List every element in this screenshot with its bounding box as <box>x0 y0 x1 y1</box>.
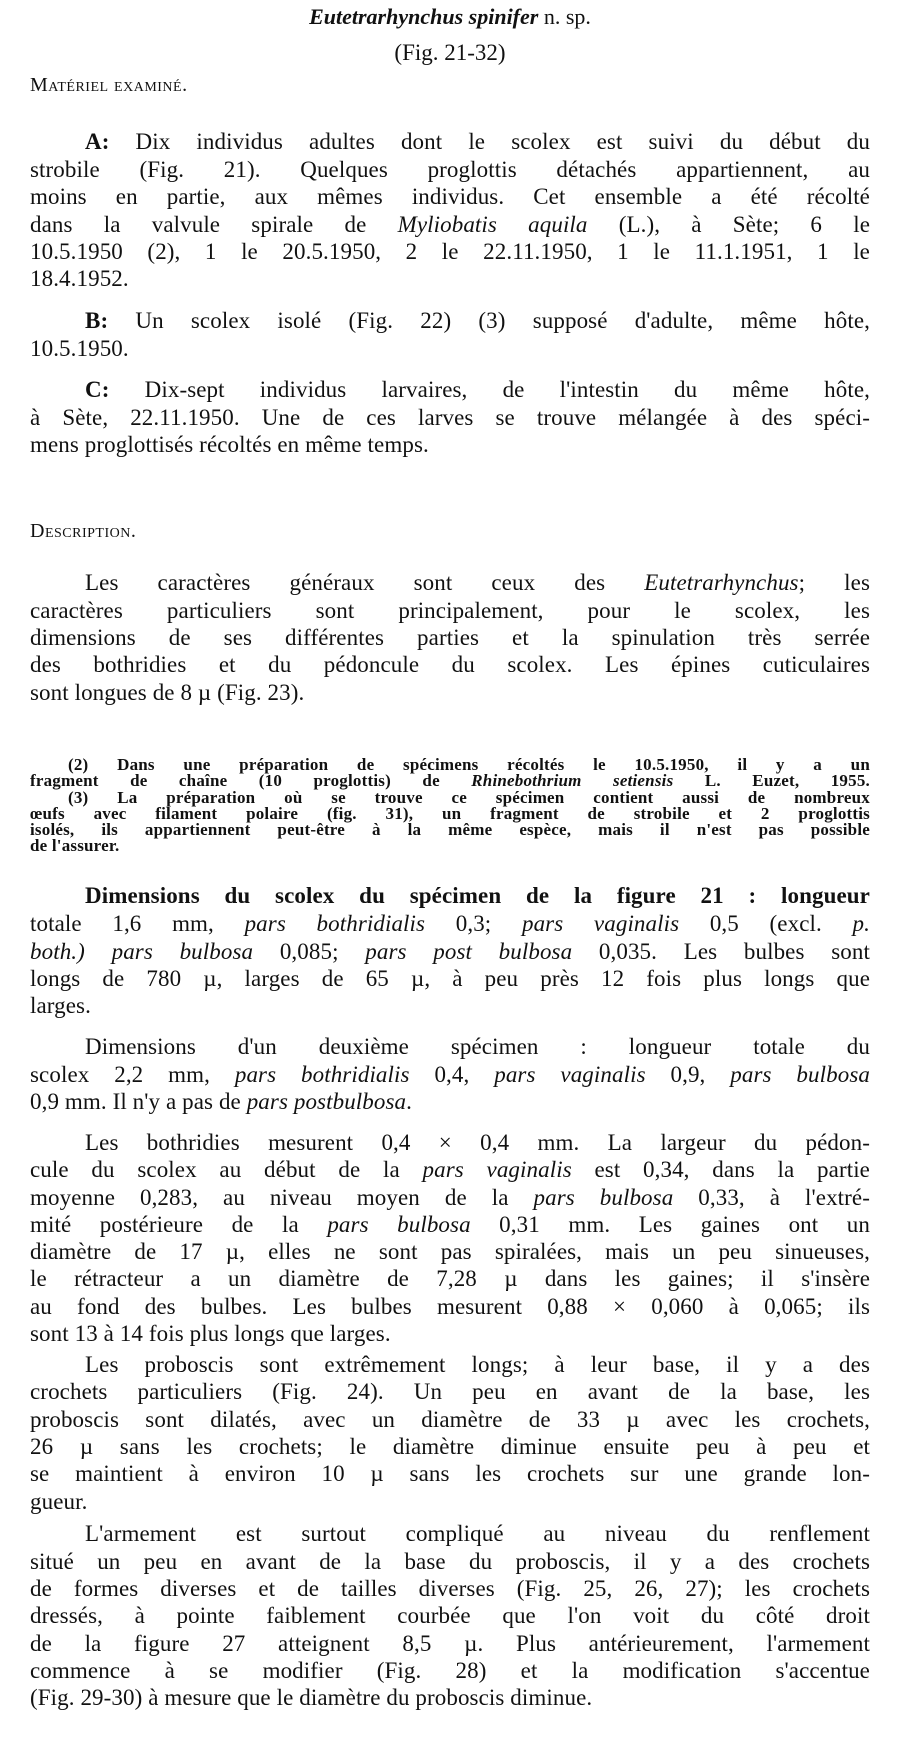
text-line: Les caractères généraux sont ceux des Eutetrarhynchus; les <box>85 570 870 595</box>
section-heading-materiel: Matériel examiné. <box>30 74 188 96</box>
host-name: Myliobatis aquila <box>397 212 588 237</box>
text-line: 10.5.1950 (2), 1 le 20.5.1950, 2 le 22.11.1950, 1 le 11.1.1951, 1 le <box>30 239 870 264</box>
text-line: cule du scolex au début de la pars vaginalis est 0,34, dans la partie <box>30 1157 870 1182</box>
text-line: Les bothridies mesurent 0,4 × 0,4 mm. La largeur du pédon- <box>85 1130 870 1155</box>
text-line: scolex 2,2 mm, pars bothridialis 0,4, pars vaginalis 0,9, pars bulbosa <box>30 1062 870 1087</box>
text-line: both.) pars bulbosa 0,085; pars post bulbosa 0,035. Les bulbes sont <box>30 939 870 964</box>
title-suffix: n. sp. <box>543 4 591 29</box>
text-line: mité postérieure de la pars bulbosa 0,31 mm. Les gaines ont un <box>30 1212 870 1237</box>
text-line: totale 1,6 mm, pars bothridialis 0,3; pars vaginalis 0,5 (excl. p. <box>30 911 870 936</box>
title-genus: Eutetrarhynchus <box>309 4 464 29</box>
text-line: proboscis sont dilatés, avec un diamètre de 33 µ avec les crochets, <box>30 1407 870 1432</box>
text-line: C: Dix-sept individus larvaires, de l'intestin du même hôte, <box>85 377 870 402</box>
text-line: dans la valvule spirale de Myliobatis aquila (L.), à Sète; 6 le <box>30 212 870 237</box>
text-line: à Sète, 22.11.1950. Une de ces larves se trouve mélangée à des spéci- <box>30 405 870 430</box>
text-line: de la figure 27 atteignent 8,5 µ. Plus antérieurement, l'armement <box>30 1631 870 1656</box>
text-line: strobile (Fig. 21). Quelques proglottis détachés appartiennent, au <box>30 157 870 182</box>
text-line: dressés, à pointe faiblement courbée que l'on voit du côté droit <box>30 1603 870 1628</box>
text-line: sont longues de 8 µ (Fig. 23). <box>30 680 305 705</box>
text-line: mens proglottisés récoltés en même temps. <box>30 432 429 457</box>
text-line: Dimensions du scolex du spécimen de la figure 21 : longueur <box>85 883 870 908</box>
title-species: spinifer <box>468 4 539 29</box>
species-name: Rhinebothrium setiensis <box>471 771 674 790</box>
paragraph-label-a: A: <box>85 129 110 154</box>
footnote-3-line: de l'assurer. <box>30 836 120 855</box>
footnote-2-line: (2) Dans une préparation de spécimens récoltés le 10.5.1950, il y a un <box>68 755 870 774</box>
text-line: Dimensions d'un deuxième spécimen : longueur totale du <box>85 1034 870 1059</box>
text-line: situé un peu en avant de la base du proboscis, il y a des crochets <box>30 1549 870 1574</box>
text-line: moyenne 0,283, au niveau moyen de la pars bulbosa 0,33, à l'extré- <box>30 1185 870 1210</box>
text-line: 0,9 mm. Il n'y a pas de pars postbulbosa. <box>30 1089 412 1114</box>
text-line: moins en partie, aux mêmes individus. Cet ensemble a été récolté <box>30 184 870 209</box>
text-line: larges. <box>30 993 91 1018</box>
footnote-3-line: œufs avec filament polaire (fig. 31), un fragment de strobile et 2 proglottis <box>30 804 870 823</box>
text-line: 26 µ sans les crochets; le diamètre diminue ensuite peu à peu et <box>30 1434 870 1459</box>
text-line: diamètre de 17 µ, elles ne sont pas spiralées, mais un peu sinueuses, <box>30 1239 870 1264</box>
text-line: commence à se modifier (Fig. 28) et la modification s'accentue <box>30 1658 870 1683</box>
footnote-3-line: (3) La préparation où se trouve ce spécimen contient aussi de nombreux <box>68 788 870 807</box>
text-line: dimensions de ses différentes parties et la spinulation très serrée <box>30 625 870 650</box>
text-line: au fond des bulbes. Les bulbes mesurent 0,88 × 0,060 à 0,065; ils <box>30 1294 870 1319</box>
text-line: 18.4.1952. <box>30 266 129 291</box>
species-title <box>0 2 900 32</box>
text-line: L'armement est surtout compliqué au niveau du renflement <box>85 1521 870 1546</box>
paragraph-label-b: B: <box>85 308 109 333</box>
text-line: B: Un scolex isolé (Fig. 22) (3) supposé d'adulte, même hôte, <box>85 308 870 333</box>
figure-range: (Fig. 21-32) <box>394 40 506 65</box>
text-line: 10.5.1950. <box>30 336 129 361</box>
text-line: gueur. <box>30 1489 88 1514</box>
text-line: (Fig. 29-30) à mesure que le diamètre du proboscis diminue. <box>30 1685 593 1710</box>
footnote-3-line: isolés, ils appartiennent peut-être à la même espèce, mais il n'est pas possible <box>30 820 870 839</box>
section-heading-description: Description. <box>30 520 137 542</box>
genus-name: Eutetrarhynchus <box>644 570 799 595</box>
text-line: se maintient à environ 10 µ sans les crochets sur une grande lon- <box>30 1461 870 1486</box>
text-line: sont 13 à 14 fois plus longs que larges. <box>30 1321 391 1346</box>
text-line: des bothridies et du pédoncule du scolex. Les épines cuticulaires <box>30 652 870 677</box>
text-line: caractères particuliers sont principalement, pour le scolex, les <box>30 598 870 623</box>
text-line: le rétracteur a un diamètre de 7,28 µ dans les gaines; il s'insère <box>30 1266 870 1291</box>
text-line: A: Dix individus adultes dont le scolex est suivi du début du <box>85 129 870 154</box>
text-line: crochets particuliers (Fig. 24). Un peu en avant de la base, les <box>30 1379 870 1404</box>
text-line: longs de 780 µ, larges de 65 µ, à peu près 12 fois plus longs que <box>30 966 870 991</box>
text-line: de formes diverses et de tailles diverses (Fig. 25, 26, 27); les crochets <box>30 1576 870 1601</box>
footnote-2-line: fragment de chaîne (10 proglottis) de Rhinebothrium setiensis L. Euzet, 1955. <box>30 771 870 790</box>
paragraph-label-c: C: <box>85 377 110 402</box>
text-line: Les proboscis sont extrêmement longs; à leur base, il y a des <box>85 1352 870 1377</box>
